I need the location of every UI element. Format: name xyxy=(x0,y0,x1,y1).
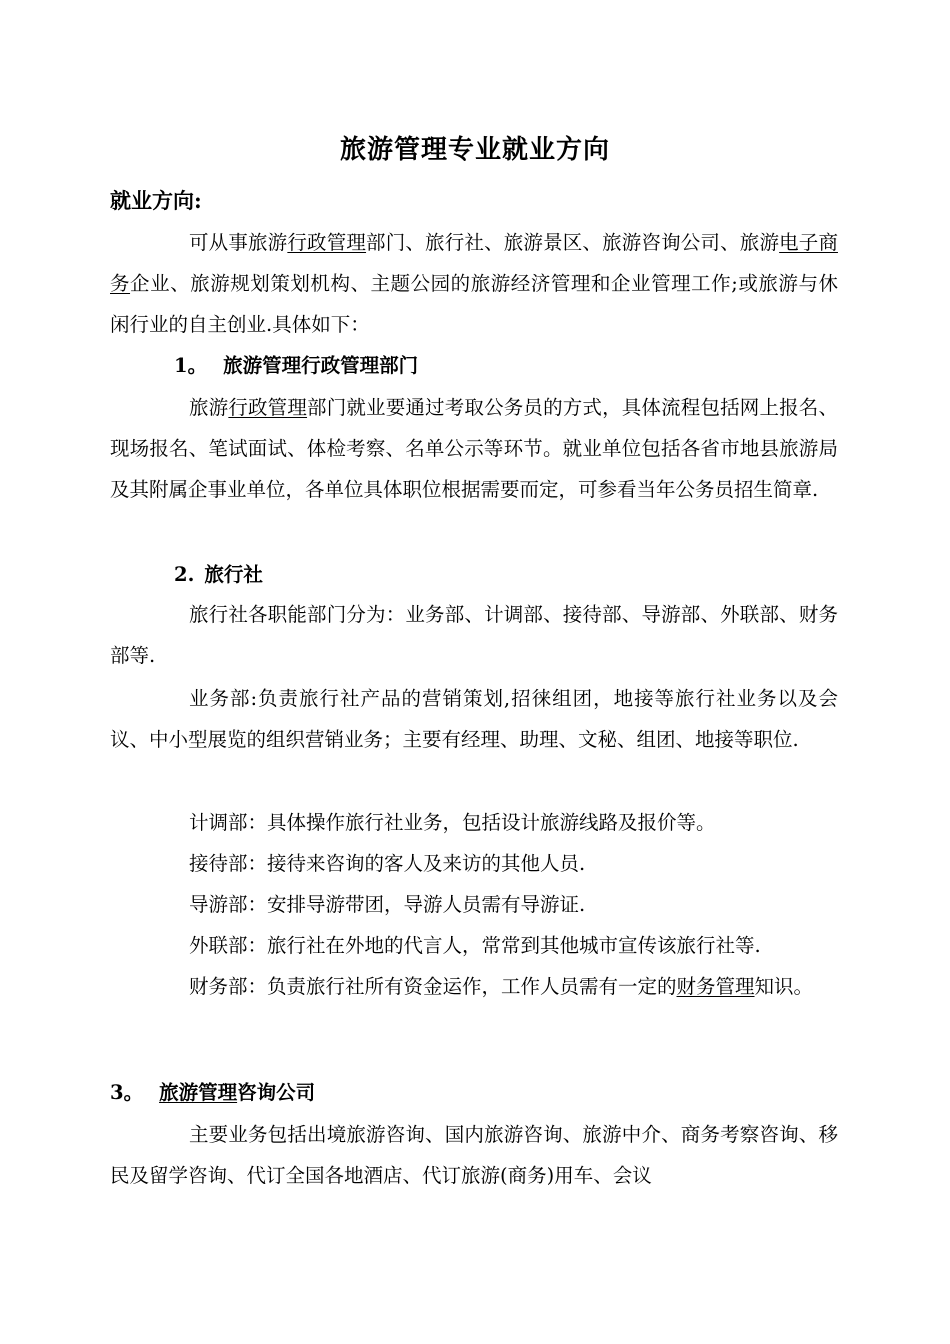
section-2-number: 2. xyxy=(174,563,195,586)
link-e-commerce[interactable]: 电子商务 xyxy=(110,231,838,295)
section-2-title: 旅行社 xyxy=(204,563,263,586)
section-3-title-rest: 咨询公司 xyxy=(237,1081,316,1104)
section-1-heading xyxy=(174,351,418,381)
section-heading-employment: 就业方向: xyxy=(110,188,202,213)
intro-text-2: 部门、旅行社、旅游景区、旅游咨询公司、旅游 xyxy=(366,231,780,254)
finance-text-1: 财务部：负责旅行社所有资金运作，工作人员需有一定的 xyxy=(189,975,677,998)
section-1-text-1: 旅游 xyxy=(189,396,229,419)
section-3-heading xyxy=(110,1078,315,1108)
section-2-paragraph-finance xyxy=(110,966,838,1007)
finance-text-2: 知识。 xyxy=(754,975,814,998)
section-2-paragraph-liaison: 外联部：旅行社在外地的代言人，常常到其他城市宣传该旅行社等. xyxy=(189,934,761,957)
page-title: 旅游管理专业就业方向 xyxy=(339,135,610,165)
link-tourism-management[interactable]: 旅游管理 xyxy=(159,1081,238,1104)
section-1-text-2: 部门就业要通过考取公务员的方式，具体流程包括网上报名、现场报名、笔试面试、体检考察、名单公示等环节。就业单位包括各省市地县旅游局及其附属企事业单位，各单位具体职位根据需要而定，可参看当年公务员招生简章. xyxy=(110,396,838,501)
section-2-paragraph-guide: 导游部：安排导游带团，导游人员需有导游证. xyxy=(189,893,586,916)
link-financial-management[interactable]: 财务管理 xyxy=(676,975,755,998)
section-3-number: 3。 xyxy=(110,1081,144,1104)
section-1-paragraph xyxy=(110,387,838,510)
section-2-paragraph-planning: 计调部：具体操作旅行社业务，包括设计旅游线路及报价等。 xyxy=(189,811,716,834)
section-2-paragraph-business: 业务部:负责旅行社产品的营销策划,招徕组团，地接等旅行社业务以及会议、中小型展览的组织营销业务；主要有经理、助理、文秘、组团、地接等职位. xyxy=(110,687,838,751)
section-1-title: 旅游管理行政管理部门 xyxy=(223,354,419,377)
section-3-paragraph: 主要业务包括出境旅游咨询、国内旅游咨询、旅游中介、商务考察咨询、移民及留学咨询、代订全国各地酒店、代订旅游(商务)用车、会议 xyxy=(110,1123,838,1187)
link-admin-management-2[interactable]: 行政管理 xyxy=(228,396,308,419)
intro-text-3: 企业、旅游规划策划机构、主题公园的旅游经济管理和企业管理工作;或旅游与休闲行业的自主创业.具体如下： xyxy=(110,272,838,336)
intro-text-1: 可从事旅游 xyxy=(189,231,288,254)
section-1-number: 1。 xyxy=(174,354,208,377)
section-2-paragraph-departments: 旅行社各职能部门分为：业务部、计调部、接待部、导游部、外联部、财务部等. xyxy=(110,603,838,667)
link-admin-management[interactable]: 行政管理 xyxy=(287,231,367,254)
intro-paragraph xyxy=(110,222,838,345)
section-2-paragraph-reception: 接待部：接待来咨询的客人及来访的其他人员. xyxy=(189,852,586,875)
section-2-heading xyxy=(174,560,263,590)
